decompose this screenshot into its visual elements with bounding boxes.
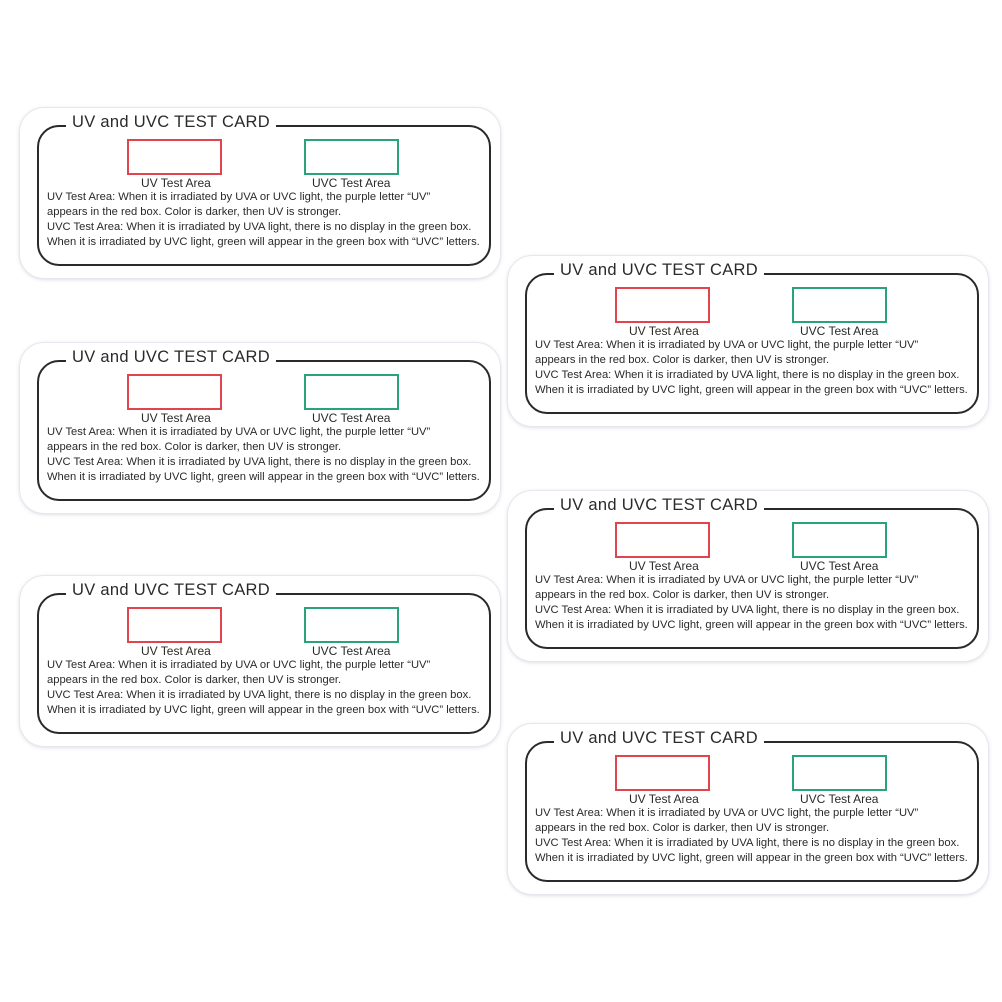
uvc-area-label: UVC Test Area <box>312 411 391 425</box>
desc-line-2: appears in the red box. Color is darker, then UV is stronger. <box>535 354 830 366</box>
uv-area-label: UV Test Area <box>629 792 699 806</box>
uv-test-card-6 <box>508 724 988 894</box>
desc-line-3: UVC Test Area: When it is irradiated by UVA light, there is no display in the green box. <box>47 689 472 701</box>
uv-red-box <box>127 139 222 175</box>
uvc-green-box <box>792 755 887 791</box>
desc-line-1: UV Test Area: When it is irradiated by UVA or UVC light, the purple letter “UV” <box>535 339 919 351</box>
desc-line-1: UV Test Area: When it is irradiated by UVA or UVC light, the purple letter “UV” <box>535 807 919 819</box>
desc-line-2: appears in the red box. Color is darker, then UV is stronger. <box>47 206 342 218</box>
desc-line-4: When it is irradiated by UVC light, green will appear in the green box with “UVC” letters. <box>47 471 480 483</box>
uvc-area-label: UVC Test Area <box>312 644 391 658</box>
uv-area-label: UV Test Area <box>141 644 211 658</box>
uv-area-label: UV Test Area <box>141 176 211 190</box>
desc-line-4: When it is irradiated by UVC light, green will appear in the green box with “UVC” letters. <box>535 619 968 631</box>
uv-area-label: UV Test Area <box>629 559 699 573</box>
uvc-green-box <box>792 287 887 323</box>
desc-line-3: UVC Test Area: When it is irradiated by UVA light, there is no display in the green box. <box>535 369 960 381</box>
desc-line-1: UV Test Area: When it is irradiated by UVA or UVC light, the purple letter “UV” <box>47 426 431 438</box>
desc-line-4: When it is irradiated by UVC light, green will appear in the green box with “UVC” letters. <box>535 852 968 864</box>
uvc-green-box <box>304 374 399 410</box>
card-title: UV and UVC TEST CARD <box>66 346 276 368</box>
uv-ghost-letters <box>151 147 178 168</box>
card-title: UV and UVC TEST CARD <box>554 259 764 281</box>
desc-line-2: appears in the red box. Color is darker, then UV is stronger. <box>47 674 342 686</box>
desc-line-3: UVC Test Area: When it is irradiated by UVA light, there is no display in the green box. <box>535 604 960 616</box>
uv-area-label: UV Test Area <box>141 411 211 425</box>
card-description <box>47 190 487 250</box>
card-description <box>47 425 487 485</box>
uv-test-card-3 <box>20 576 500 746</box>
desc-line-1: UV Test Area: When it is irradiated by UVA or UVC light, the purple letter “UV” <box>47 659 431 671</box>
desc-line-3: UVC Test Area: When it is irradiated by UVA light, there is no display in the green box. <box>535 837 960 849</box>
uv-red-box <box>615 755 710 791</box>
desc-line-4: When it is irradiated by UVC light, green will appear in the green box with “UVC” letters. <box>535 384 968 396</box>
uv-red-box <box>615 287 710 323</box>
card-description <box>47 658 487 718</box>
card-description <box>535 338 975 398</box>
desc-line-3: UVC Test Area: When it is irradiated by UVA light, there is no display in the green box. <box>47 221 472 233</box>
uv-test-card-4 <box>508 256 988 426</box>
uvc-area-label: UVC Test Area <box>800 792 879 806</box>
uvc-green-box <box>304 139 399 175</box>
uv-test-card-1 <box>20 108 500 278</box>
uvc-area-label: UVC Test Area <box>800 559 879 573</box>
card-description <box>535 573 975 633</box>
uvc-green-box <box>304 607 399 643</box>
desc-line-1: UV Test Area: When it is irradiated by UVA or UVC light, the purple letter “UV” <box>535 574 919 586</box>
card-title: UV and UVC TEST CARD <box>66 111 276 133</box>
uv-red-box <box>615 522 710 558</box>
uvc-area-label: UVC Test Area <box>800 324 879 338</box>
uvc-green-box <box>792 522 887 558</box>
desc-line-2: appears in the red box. Color is darker, then UV is stronger. <box>535 822 830 834</box>
uv-red-box <box>127 374 222 410</box>
uv-red-box <box>127 607 222 643</box>
card-title: UV and UVC TEST CARD <box>66 579 276 601</box>
card-title: UV and UVC TEST CARD <box>554 727 764 749</box>
desc-line-2: appears in the red box. Color is darker, then UV is stronger. <box>535 589 830 601</box>
card-title: UV and UVC TEST CARD <box>554 494 764 516</box>
desc-line-1: UV Test Area: When it is irradiated by UVA or UVC light, the purple letter “UV” <box>47 191 431 203</box>
uv-test-card-5 <box>508 491 988 661</box>
desc-line-4: When it is irradiated by UVC light, green will appear in the green box with “UVC” letters. <box>47 704 480 716</box>
desc-line-3: UVC Test Area: When it is irradiated by UVA light, there is no display in the green box. <box>47 456 472 468</box>
uv-area-label: UV Test Area <box>629 324 699 338</box>
desc-line-2: appears in the red box. Color is darker, then UV is stronger. <box>47 441 342 453</box>
card-description <box>535 806 975 866</box>
uv-test-card-2 <box>20 343 500 513</box>
uvc-area-label: UVC Test Area <box>312 176 391 190</box>
desc-line-4: When it is irradiated by UVC light, green will appear in the green box with “UVC” letters. <box>47 236 480 248</box>
